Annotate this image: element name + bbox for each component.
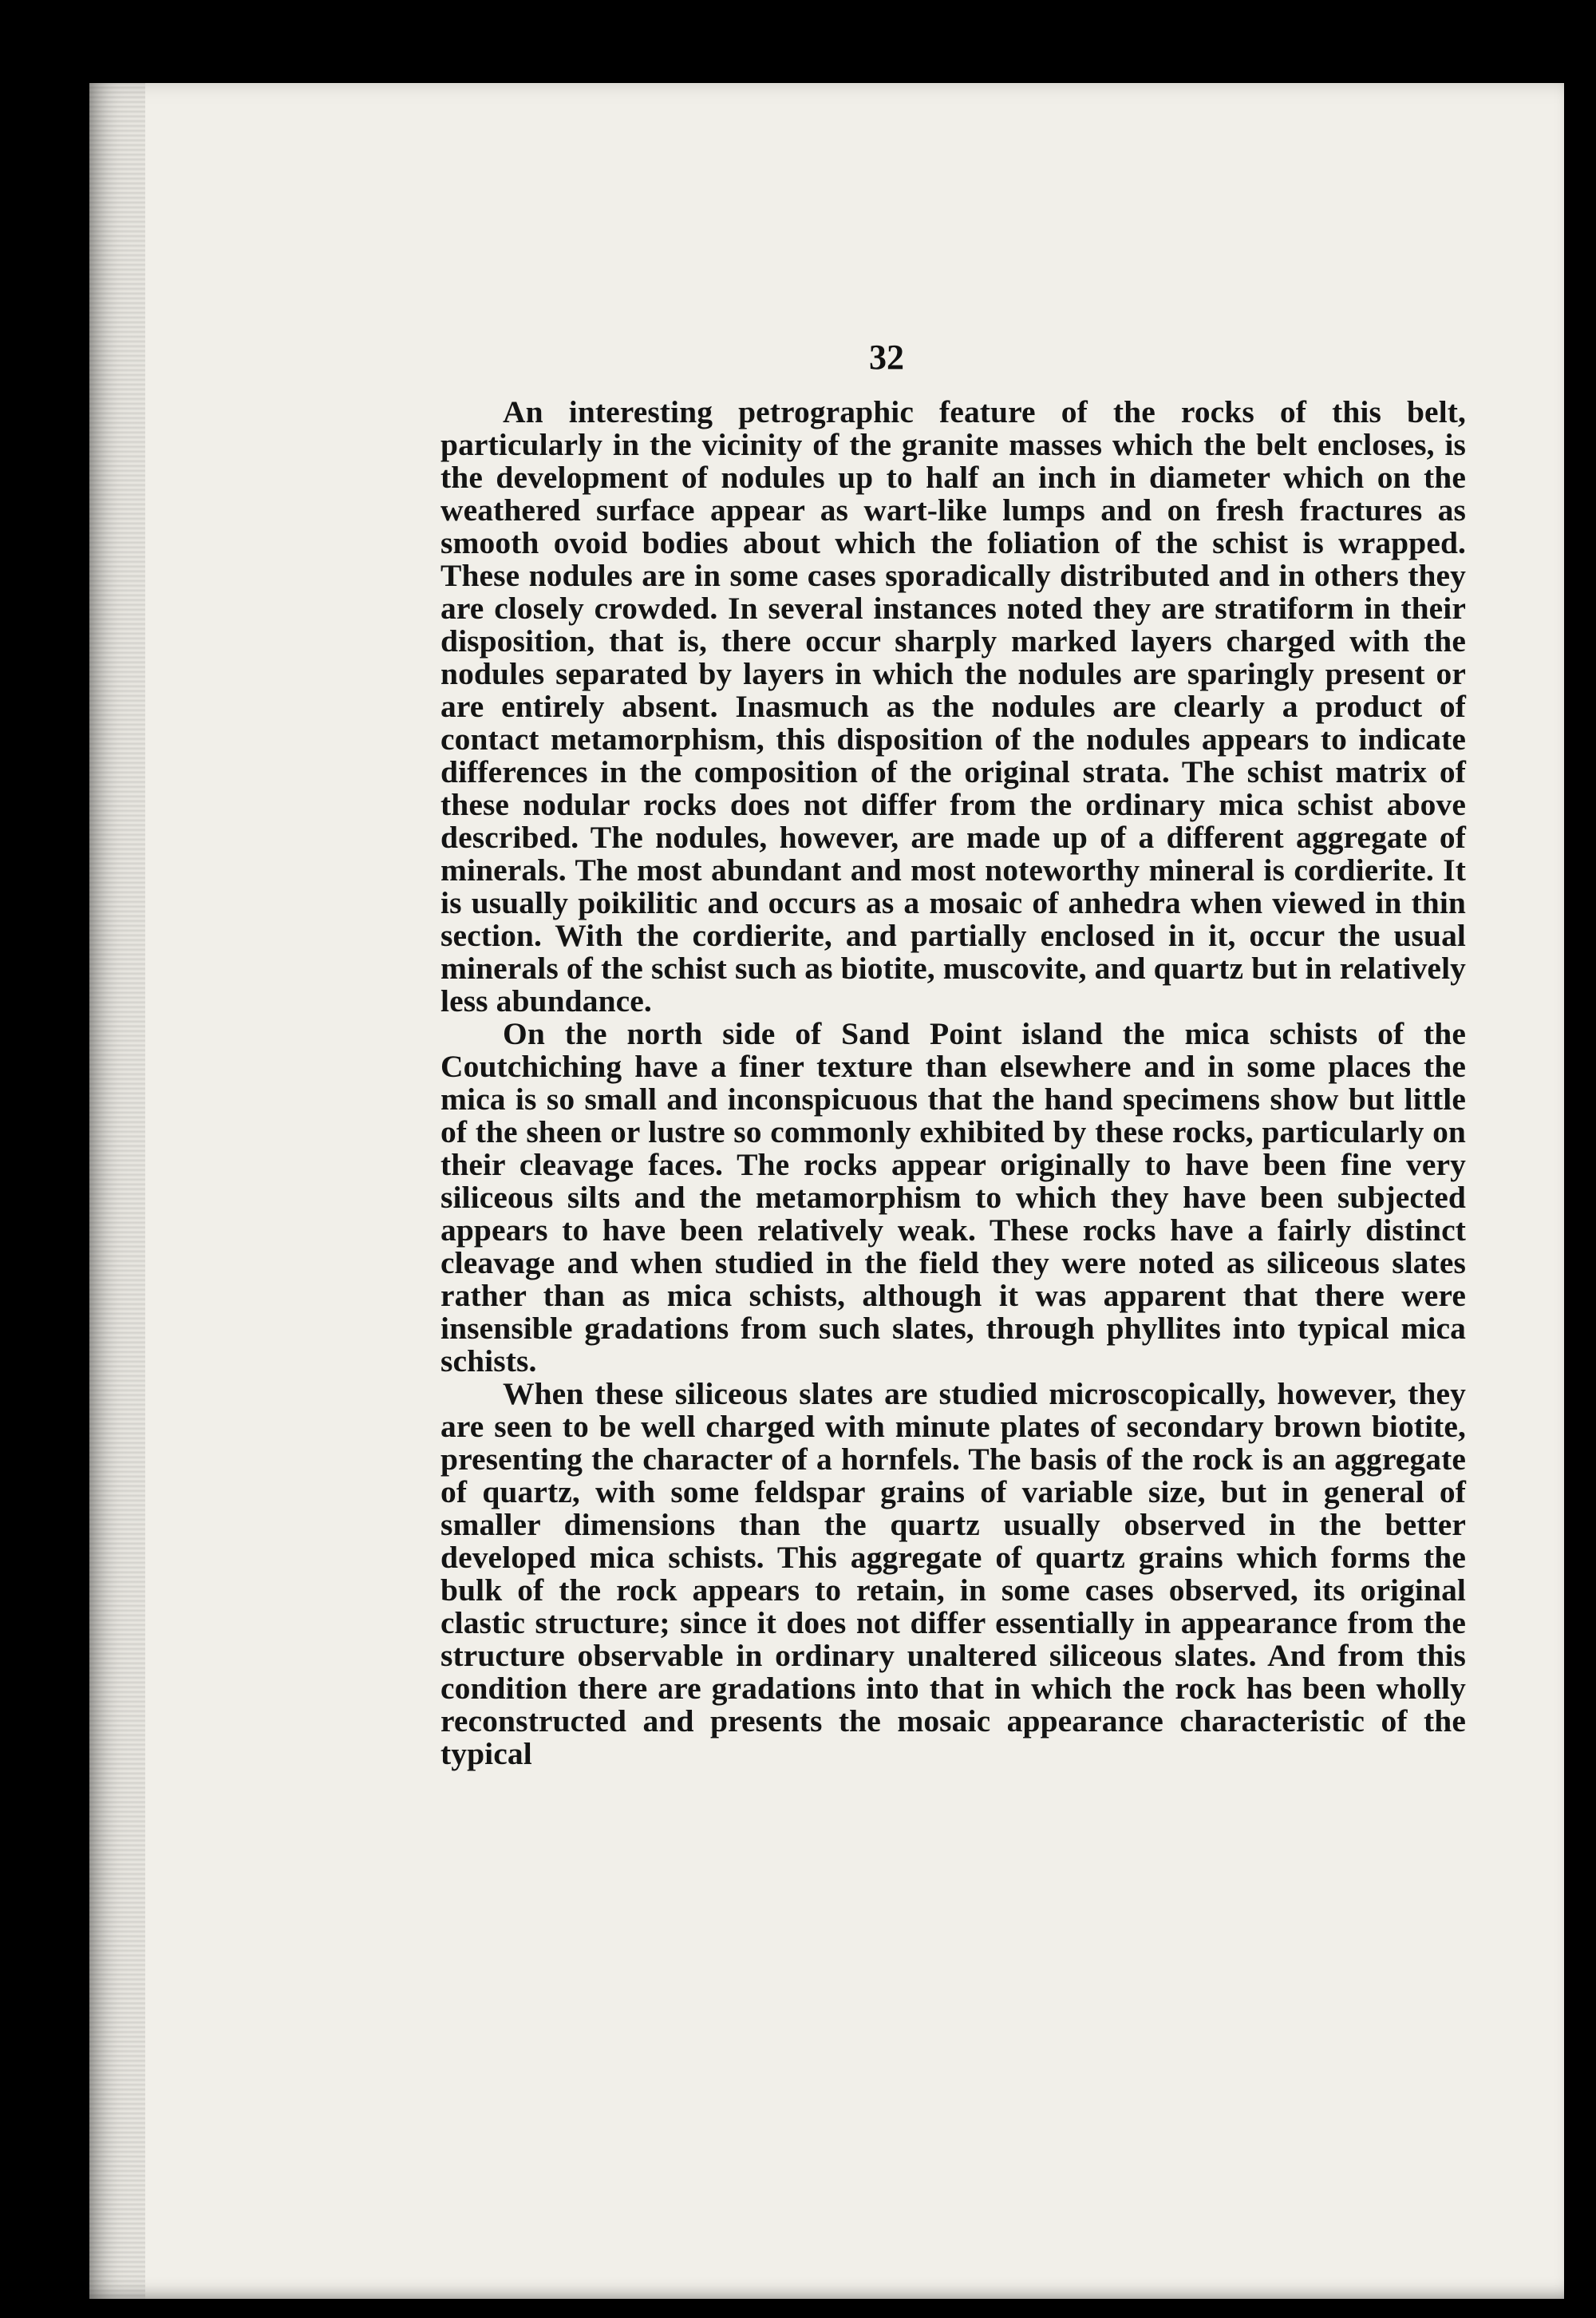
book-page (89, 83, 1564, 2299)
paragraph-siliceous-slates: When these siliceous slates are studied microscopically, however, they are seen to be well charged with minute plates of secondary brown biotite, presenting the character of a hornfels. The basis of the rock is an aggregate of quartz, with some feldspar grains of variable size, but in general of smaller dimensions than the quartz usually observed in the better developed mica schists. This aggregate of quartz grains which forms the bulk of the rock appears to retain, in some cases observed, its original clastic structure; since it does not differ essentially in appearance from the structure observable in ordinary unaltered siliceous slates. And from this condition there are gradations into that in which the rock has been wholly reconstructed and presents the mosaic appearance characteristic of the typical (440, 1376, 1466, 1771)
paragraph-sand-point: On the north side of Sand Point island the mica schists of the Coutchiching have a finer texture than elsewhere and in some places the mica is so small and inconspicuous that the hand specimens show but little of the sheen or lustre so commonly exhibited by these rocks, particularly on their cleavage faces. The rocks appear originally to have been fine very siliceous silts and the metamorphism to which they have been subjected appears to have been relatively weak. These rocks have a fairly distinct cleavage and when studied in the field they were noted as siliceous slates rather than as mica schists, although it was apparent that there were insensible gradations from such slates, through phyllites into typical mica schists. (440, 1016, 1466, 1379)
page-number: 32 (869, 338, 904, 377)
paragraph-nodules: An interesting petrographic feature of the rocks of this belt, particularly in the vicinity of the granite masses which the belt encloses, is the development of nodules up to half an inch in diameter which on the weathered surface appear as wart-like lumps and on fresh fractures as smooth ovoid bodies about which the foliation of the schist is wrapped. These nodules are in some cases sporadically distributed and in others they are closely crowded. In several instances noted they are stratiform in their disposition, that is, there occur sharply marked layers charged with the nodules separated by layers in which the nodules are sparingly present or are entirely absent. Inasmuch as the nodules are clearly a product of contact metamorphism, this disposition of the nodules appears to indicate differences in the composition of the original strata. The schist matrix of these nodular rocks does not differ from the ordinary mica schist above described. The nodules, however, are made up of a different aggregate of minerals. The most abundant and most noteworthy mineral is cordierite. It is usually poikilitic and occurs as a mosaic of anhedra when viewed in thin section. With the cordierite, and partially enclosed in it, occur the usual minerals of the schist such as biotite, muscovite, and quartz but in relatively less abundance. (440, 394, 1466, 1019)
body-text (440, 396, 1466, 1770)
